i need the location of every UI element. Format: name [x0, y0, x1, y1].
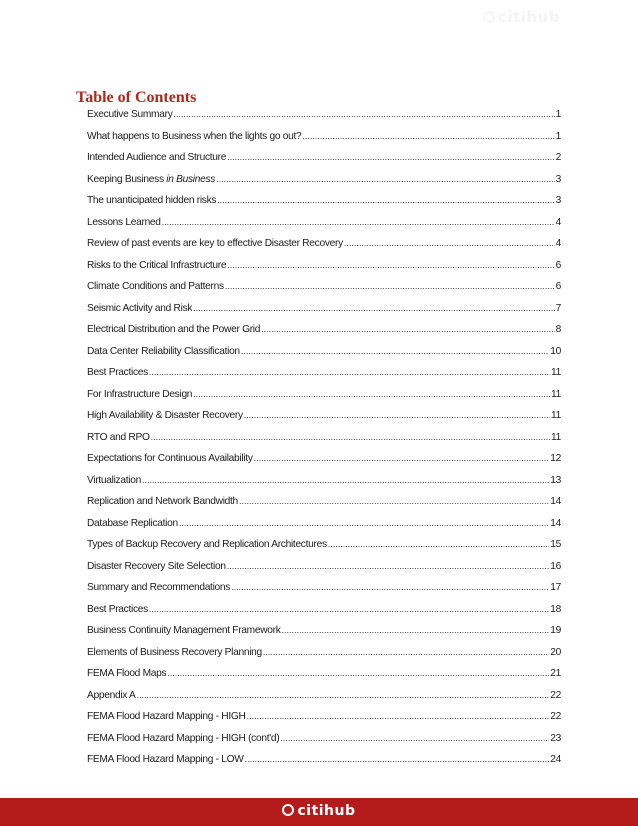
toc-entry[interactable]: [87, 367, 561, 389]
toc-dot-leader: [302, 131, 554, 141]
toc-entry-title: For Infrastructure Design: [87, 388, 193, 400]
toc-entry[interactable]: [87, 131, 561, 153]
toc-entry-title: Appendix A: [87, 689, 136, 701]
toc-entry-title: Database Replication: [87, 517, 178, 529]
toc-entry-title: RTO and RPO: [87, 431, 150, 443]
toc-list: [87, 109, 561, 776]
toc-dot-leader: [162, 217, 555, 227]
toc-entry-title: Expectations for Continuous Availability: [87, 453, 253, 464]
toc-entry[interactable]: [87, 668, 561, 690]
footer-band: [0, 798, 638, 826]
toc-dot-leader: [217, 195, 554, 205]
header-logo-text: citihub: [498, 8, 560, 26]
toc-dot-leader: [244, 410, 550, 420]
toc-entry[interactable]: [87, 324, 561, 346]
toc-dot-leader: [239, 496, 549, 506]
toc-entry-title: Types of Backup Recovery and Replication Architectures: [87, 539, 327, 550]
toc-dot-leader: [137, 690, 550, 700]
toc-dot-leader: [231, 582, 549, 592]
toc-entry-title: Seismic Activity and Risk: [87, 302, 193, 314]
citihub-logo-icon: [483, 11, 495, 23]
toc-entry-page: 16: [550, 560, 561, 572]
toc-entry-page: 20: [550, 646, 561, 658]
toc-entry[interactable]: [87, 539, 561, 561]
toc-entry-title: Review of past events are key to effective Disaster Recovery: [87, 238, 343, 249]
toc-dot-leader: [193, 389, 550, 399]
footer-logo: [0, 803, 638, 819]
toc-entry-page: 3: [555, 173, 561, 185]
toc-entry-title: Risks to the Critical Infrastructure: [87, 259, 227, 271]
toc-entry-page: 14: [550, 517, 561, 529]
toc-entry-title: Business Continuity Management Framework: [87, 625, 281, 636]
toc-dot-leader: [173, 109, 554, 119]
toc-entry-title: Executive Summary: [87, 109, 173, 120]
toc-entry-title: Climate Conditions and Patterns: [87, 281, 224, 292]
toc-dot-leader: [227, 152, 555, 162]
toc-dot-leader: [263, 647, 549, 657]
toc-entry-title: Best Practices: [87, 603, 148, 615]
toc-entry[interactable]: [87, 604, 561, 626]
toc-dot-leader: [247, 711, 550, 721]
toc-entry[interactable]: [87, 754, 561, 776]
toc-entry-page: 21: [550, 668, 561, 679]
toc-entry-title: Electrical Distribution and the Power Grid: [87, 324, 261, 335]
toc-dot-leader: [241, 346, 549, 356]
toc-entry-title: Replication and Network Bandwidth: [87, 496, 238, 507]
toc-entry[interactable]: [87, 647, 561, 669]
toc-entry-title: FEMA Flood Hazard Mapping - HIGH (cont'd): [87, 732, 280, 744]
toc-entry[interactable]: [87, 389, 561, 411]
toc-dot-leader: [149, 367, 550, 377]
toc-dot-leader: [179, 518, 549, 528]
toc-entry-page: 7: [555, 302, 561, 314]
toc-dot-leader: [245, 754, 550, 764]
toc-entry-title: Lessons Learned: [87, 216, 161, 228]
toc-entry[interactable]: [87, 260, 561, 282]
toc-entry-page: 11: [551, 388, 561, 400]
toc-entry-page: 3: [555, 195, 561, 206]
toc-entry-title: Data Center Reliability Classification: [87, 345, 240, 357]
toc-entry-page: 11: [551, 367, 561, 378]
toc-entry-page: 10: [550, 345, 561, 357]
toc-title: Table of Contents: [76, 89, 197, 106]
toc-entry[interactable]: [87, 453, 561, 475]
toc-entry[interactable]: [87, 238, 561, 260]
toc-entry-page: 22: [550, 689, 561, 701]
toc-entry[interactable]: [87, 303, 561, 325]
toc-entry-page: 24: [550, 754, 561, 765]
toc-entry[interactable]: [87, 174, 561, 196]
toc-dot-leader: [227, 561, 550, 571]
toc-entry-title: Summary and Recommendations: [87, 582, 231, 593]
toc-entry[interactable]: [87, 346, 561, 368]
toc-entry-title: High Availability & Disaster Recovery: [87, 410, 243, 421]
toc-dot-leader: [167, 668, 549, 678]
citihub-logo-icon: [282, 804, 294, 816]
toc-entry-page: 11: [551, 410, 561, 421]
toc-entry-title: Elements of Business Recovery Planning: [87, 646, 262, 658]
toc-entry-page: 2: [555, 152, 561, 163]
toc-entry[interactable]: [87, 711, 561, 733]
toc-entry-page: 23: [550, 732, 561, 744]
toc-entry[interactable]: [87, 432, 561, 454]
toc-entry-page: 17: [550, 582, 561, 593]
toc-entry[interactable]: [87, 152, 561, 174]
toc-entry-page: 4: [555, 216, 561, 228]
toc-entry[interactable]: [87, 582, 561, 604]
toc-entry[interactable]: [87, 690, 561, 712]
toc-dot-leader: [280, 733, 549, 743]
toc-entry-page: 14: [550, 496, 561, 507]
toc-entry-page: 22: [550, 711, 561, 722]
toc-entry[interactable]: [87, 281, 561, 303]
toc-entry-page: 12: [550, 453, 561, 464]
toc-entry-title: The unanticipated hidden risks: [87, 195, 217, 206]
toc-entry-title: Keeping Business in Business: [87, 173, 216, 185]
toc-dot-leader: [216, 174, 555, 184]
toc-entry[interactable]: [87, 733, 561, 755]
toc-entry-title: FEMA Flood Hazard Mapping - HIGH: [87, 711, 246, 722]
toc-dot-leader: [149, 604, 549, 614]
toc-entry-page: 6: [555, 259, 561, 271]
toc-entry[interactable]: [87, 217, 561, 239]
toc-entry-page: 19: [550, 625, 561, 636]
toc-entry[interactable]: [87, 518, 561, 540]
toc-dot-leader: [254, 453, 550, 463]
toc-entry[interactable]: [87, 561, 561, 583]
toc-entry-page: 1: [555, 109, 561, 120]
toc-entry-page: 6: [555, 281, 561, 292]
toc-entry-page: 8: [555, 324, 561, 335]
toc-dot-leader: [344, 238, 555, 248]
toc-entry-title: What happens to Business when the lights go out?: [87, 130, 302, 142]
toc-entry[interactable]: [87, 410, 561, 432]
toc-dot-leader: [227, 260, 554, 270]
toc-entry-title: FEMA Flood Maps: [87, 668, 167, 679]
toc-dot-leader: [282, 625, 550, 635]
toc-entry[interactable]: [87, 625, 561, 647]
toc-dot-leader: [328, 539, 550, 549]
toc-dot-leader: [225, 281, 555, 291]
toc-entry-page: 18: [550, 603, 561, 615]
toc-entry[interactable]: [87, 475, 561, 497]
toc-entry[interactable]: [87, 195, 561, 217]
toc-entry-title: Intended Audience and Structure: [87, 152, 227, 163]
toc-entry-title: FEMA Flood Hazard Mapping - LOW: [87, 754, 244, 765]
toc-entry[interactable]: [87, 109, 561, 131]
toc-entry-title: Disaster Recovery Site Selection: [87, 560, 226, 572]
toc-entry-title: Virtualization: [87, 474, 141, 486]
toc-dot-leader: [151, 432, 550, 442]
toc-entry-page: 11: [551, 431, 561, 443]
header-logo: [483, 8, 560, 26]
footer-logo-text: citihub: [297, 803, 356, 819]
toc-dot-leader: [142, 475, 549, 485]
toc-entry-page: 15: [550, 539, 561, 550]
toc-entry-page: 1: [555, 130, 561, 142]
toc-entry[interactable]: [87, 496, 561, 518]
toc-dot-leader: [193, 303, 554, 313]
toc-entry-page: 4: [555, 238, 561, 249]
toc-entry-page: 13: [550, 474, 561, 486]
toc-dot-leader: [261, 324, 555, 334]
toc-entry-title: Best Practices: [87, 367, 148, 378]
